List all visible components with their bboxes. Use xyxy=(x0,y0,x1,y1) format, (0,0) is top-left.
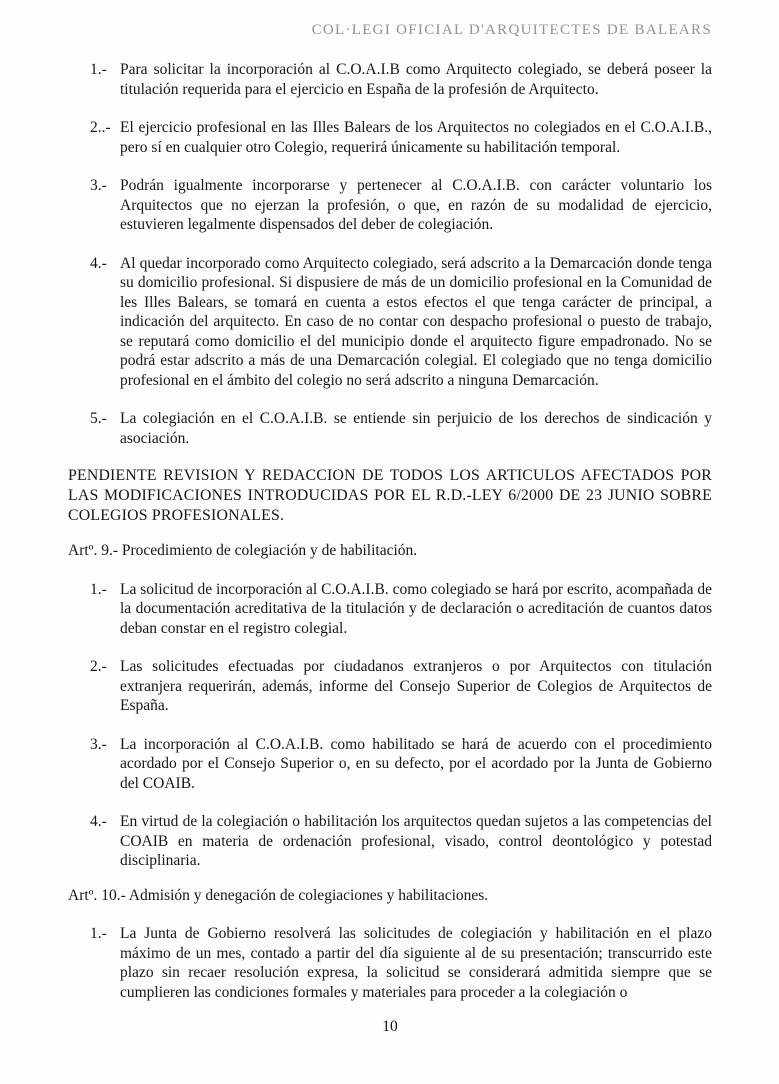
list-item xyxy=(90,657,712,716)
item-text: El ejercicio profesional en las Illes Balears de los Arquitectos no colegiados en el C.O.A.I.B., pero sí en cualquier otro Colegio, requerirá únicamente su habilitación temporal. xyxy=(120,119,712,156)
list-item xyxy=(90,924,712,1002)
item-number: 5.- xyxy=(90,410,107,427)
item-text: En virtud de la colegiación o habilitación los arquitectos quedan sujetos a las competencias del COAIB en materia de ordenación profesional, visado, control deontológico y potestad disciplinaria. xyxy=(120,813,712,869)
item-text: Las solicitudes efectuadas por ciudadanos extranjeros o por Arquitectos con titulación extranjera requerirán, además, informe del Consejo Superior de Colegios de Arquitectos de España. xyxy=(120,658,712,714)
letterhead-title: COL·LEGI OFICIAL D'ARQUITECTES DE BALEARS xyxy=(311,22,712,38)
article-10-list xyxy=(68,924,712,1002)
item-number: 3.- xyxy=(90,735,107,753)
list-item xyxy=(90,254,712,391)
article-10-heading: Artº. 10.- Admisión y denegación de colegiaciones y habilitaciones. xyxy=(68,886,489,904)
item-text: La colegiación en el C.O.A.I.B. se entiende sin perjuicio de los derechos de sindicación y asociación. xyxy=(120,410,712,447)
item-number: 3.- xyxy=(90,177,107,194)
page-number: 10 xyxy=(382,1018,398,1035)
item-text: La incorporación al C.O.A.I.B. como habilitado se hará de acuerdo con el procedimiento acordado por el Consejo Superior o, en su defecto, por el acordado por la Junta de Gobierno del COAIB. xyxy=(120,735,712,792)
item-number: 1.- xyxy=(90,925,107,942)
item-number: 4.- xyxy=(90,254,107,272)
item-text: La Junta de Gobierno resolverá las solicitudes de colegiación y habilitación en el plazo máximo de un mes, contado a partir del día siguiente al de su presentación; transcurrido este plazo sin recaer resolución expresa, la solicitud se considerará admitida siempre que se cumplieren las condiciones formales y materiales para proceder a la colegiación o xyxy=(120,925,712,1001)
item-text: La solicitud de incorporación al C.O.A.I.B. como colegiado se hará por escrito, acompañada de la documentación acreditativa de la titulación y de declaración o acreditación de cuantos datos deban constar en el registro colegial. xyxy=(120,580,712,637)
pending-revision-notice: PENDIENTE REVISION Y REDACCION DE TODOS LOS ARTICULOS AFECTADOS POR LAS MODIFICACIONES INTRODUCIDAS POR EL R.D.-LEY 6/2000 DE 23 JUNIO SOBRE COLEGIOS PROFESIONALES. xyxy=(68,467,712,524)
item-number: 1.- xyxy=(90,61,107,78)
list-item xyxy=(90,176,712,235)
article-9-heading: Artº. 9.- Procedimiento de colegiación y de habilitación. xyxy=(68,542,418,559)
list-item xyxy=(90,409,712,448)
list-item xyxy=(90,735,712,794)
item-number: 2..- xyxy=(90,119,111,136)
section-1-list xyxy=(68,60,712,448)
list-item xyxy=(90,118,712,157)
article-9-list xyxy=(68,580,712,871)
item-text: Podrán igualmente incorporarse y pertenecer al C.O.A.I.B. con carácter voluntario los Arquitectos que no ejerzan la profesión, o que, en razón de su modalidad de ejercicio, estuvieren legalmente dispensados del deber de colegiación. xyxy=(120,177,712,233)
item-text: Al quedar incorporado como Arquitecto colegiado, será adscrito a la Demarcación donde tenga su domicilio profesional. Si dispusiere de más de un domicilio profesional en la Comunidad de les Illes Balears, se tomará en cuenta a estos efectos el que tenga carácter de principal, a indicación del arquitecto. En caso de no contar con despacho profesional o puesto de trabajo, se reputará como domicilio el del municipio donde el arquitecto figure empadronado. No se podrá estar adscrito a más de una Demarcación colegial. El colegiado que no tenga domicilio profesional en el ámbito del colegio no será adscrito a ninguna Demarcación. xyxy=(120,254,712,389)
item-number: 1.- xyxy=(90,580,107,598)
item-text: Para solicitar la incorporación al C.O.A.I.B como Arquitecto colegiado, se deberá poseer la titulación requerida para el ejercicio en España de la profesión de Arquitecto. xyxy=(120,61,712,98)
item-number: 2.- xyxy=(90,658,107,675)
item-number: 4.- xyxy=(90,813,107,830)
list-item xyxy=(90,580,712,639)
list-item xyxy=(90,60,712,99)
list-item xyxy=(90,812,712,871)
